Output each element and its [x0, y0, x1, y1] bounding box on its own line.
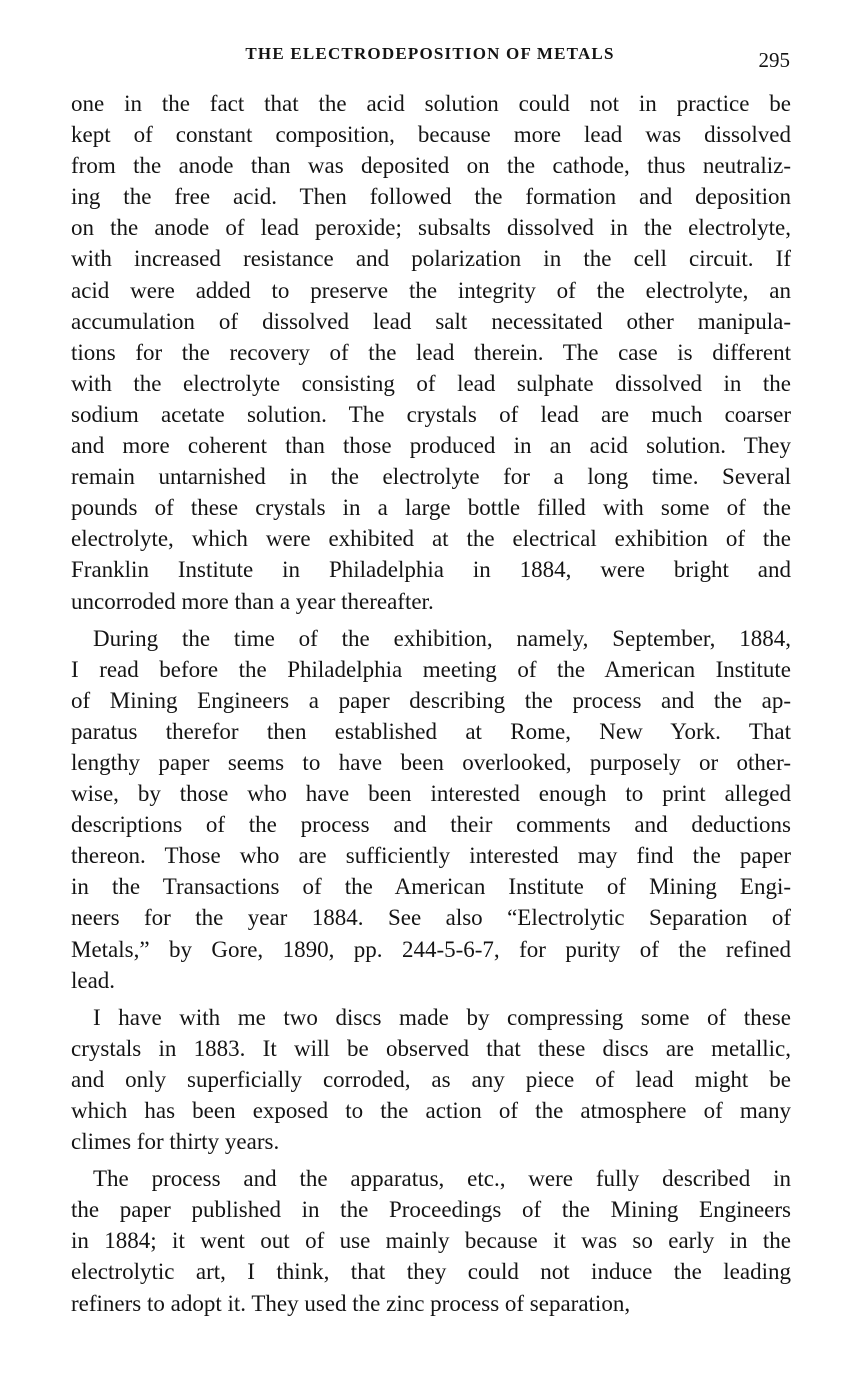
text-line: with the electrolyte consisting of lead sulphate dissolved in the [71, 370, 791, 396]
text-line: neers for the year 1884. See also “Electrolytic Separation of [71, 905, 791, 931]
text-line: During the time of the exhibition, namely, September, 1884, [93, 625, 791, 651]
text-line: of Mining Engineers a paper describing the process and the ap- [71, 687, 791, 713]
text-line: paratus therefor then established at Rome, New York. That [71, 718, 791, 744]
text-line: the paper published in the Proceedings of the Mining Engineers [71, 1197, 791, 1223]
text-line: electrolyte, which were exhibited at the electrical exhibition of the [71, 526, 791, 552]
text-line: with increased resistance and polarization in the cell circuit. If [71, 246, 791, 272]
text-line: refiners to adopt it. They used the zinc process of separation, [71, 1290, 631, 1316]
paragraph [71, 1002, 791, 1157]
text-line: accumulation of dissolved lead salt necessitated other manipula- [71, 308, 791, 334]
text-line: Metals,” by Gore, 1890, pp. 244-5-6-7, for purity of the refined [71, 936, 791, 962]
text-line: I read before the Philadelphia meeting of the American Institute [71, 656, 791, 682]
text-line: Franklin Institute in Philadelphia in 1884, were bright and [71, 557, 791, 583]
text-line: in the Transactions of the American Institute of Mining Engi- [71, 874, 791, 900]
text-line: which has been exposed to the action of the atmosphere of many [71, 1098, 791, 1123]
text-line: and only superficially corroded, as any piece of lead might be [71, 1066, 791, 1092]
body-text [71, 88, 791, 1319]
text-line: climes for thirty years. [71, 1129, 280, 1155]
text-line: remain untarnished in the electrolyte for a long time. Several [71, 464, 791, 490]
text-line: acid were added to preserve the integrity of the electrolyte, an [71, 277, 791, 303]
text-line: uncorroded more than a year thereafter. [71, 588, 434, 614]
page-number: 295 [758, 48, 790, 72]
running-head [70, 38, 790, 72]
text-line: and more coherent than those produced in an acid solution. They [71, 433, 791, 459]
running-title: THE ELECTRODEPOSITION OF METALS [245, 44, 615, 63]
text-line: crystals in 1883. It will be observed that these discs are metallic, [71, 1035, 791, 1061]
text-line: descriptions of the process and their comments and deductions [71, 812, 791, 838]
text-line: one in the fact that the acid solution could not in practice be [71, 91, 791, 116]
text-line: wise, by those who have been interested enough to print alleged [71, 781, 791, 807]
paragraph [71, 1163, 791, 1318]
text-line: in 1884; it went out of use mainly because it was so early in the [71, 1228, 791, 1254]
text-line: thereon. Those who are sufficiently interested may find the paper [71, 843, 791, 869]
text-line: kept of constant composition, because more lead was dissolved [71, 122, 791, 148]
text-line: lead. [71, 967, 116, 993]
text-line: sodium acetate solution. The crystals of lead are much coarser [71, 401, 791, 427]
text-line: from the anode than was deposited on the cathode, thus neutraliz- [71, 153, 791, 179]
paragraph [71, 623, 791, 996]
text-line: electrolytic art, I think, that they could not induce the leading [71, 1259, 791, 1285]
text-line: tions for the recovery of the lead therein. The case is different [71, 339, 791, 365]
text-line: The process and the apparatus, etc., were fully described in [93, 1166, 791, 1192]
paragraph [71, 88, 791, 617]
text-line: ing the free acid. Then followed the formation and deposition [71, 184, 791, 210]
text-line: on the anode of lead peroxide; subsalts dissolved in the electrolyte, [71, 215, 791, 241]
text-line: pounds of these crystals in a large bottle filled with some of the [71, 495, 791, 521]
text-line: lengthy paper seems to have been overlooked, purposely or other- [71, 749, 791, 775]
text-line: I have with me two discs made by compressing some of these [93, 1004, 791, 1030]
